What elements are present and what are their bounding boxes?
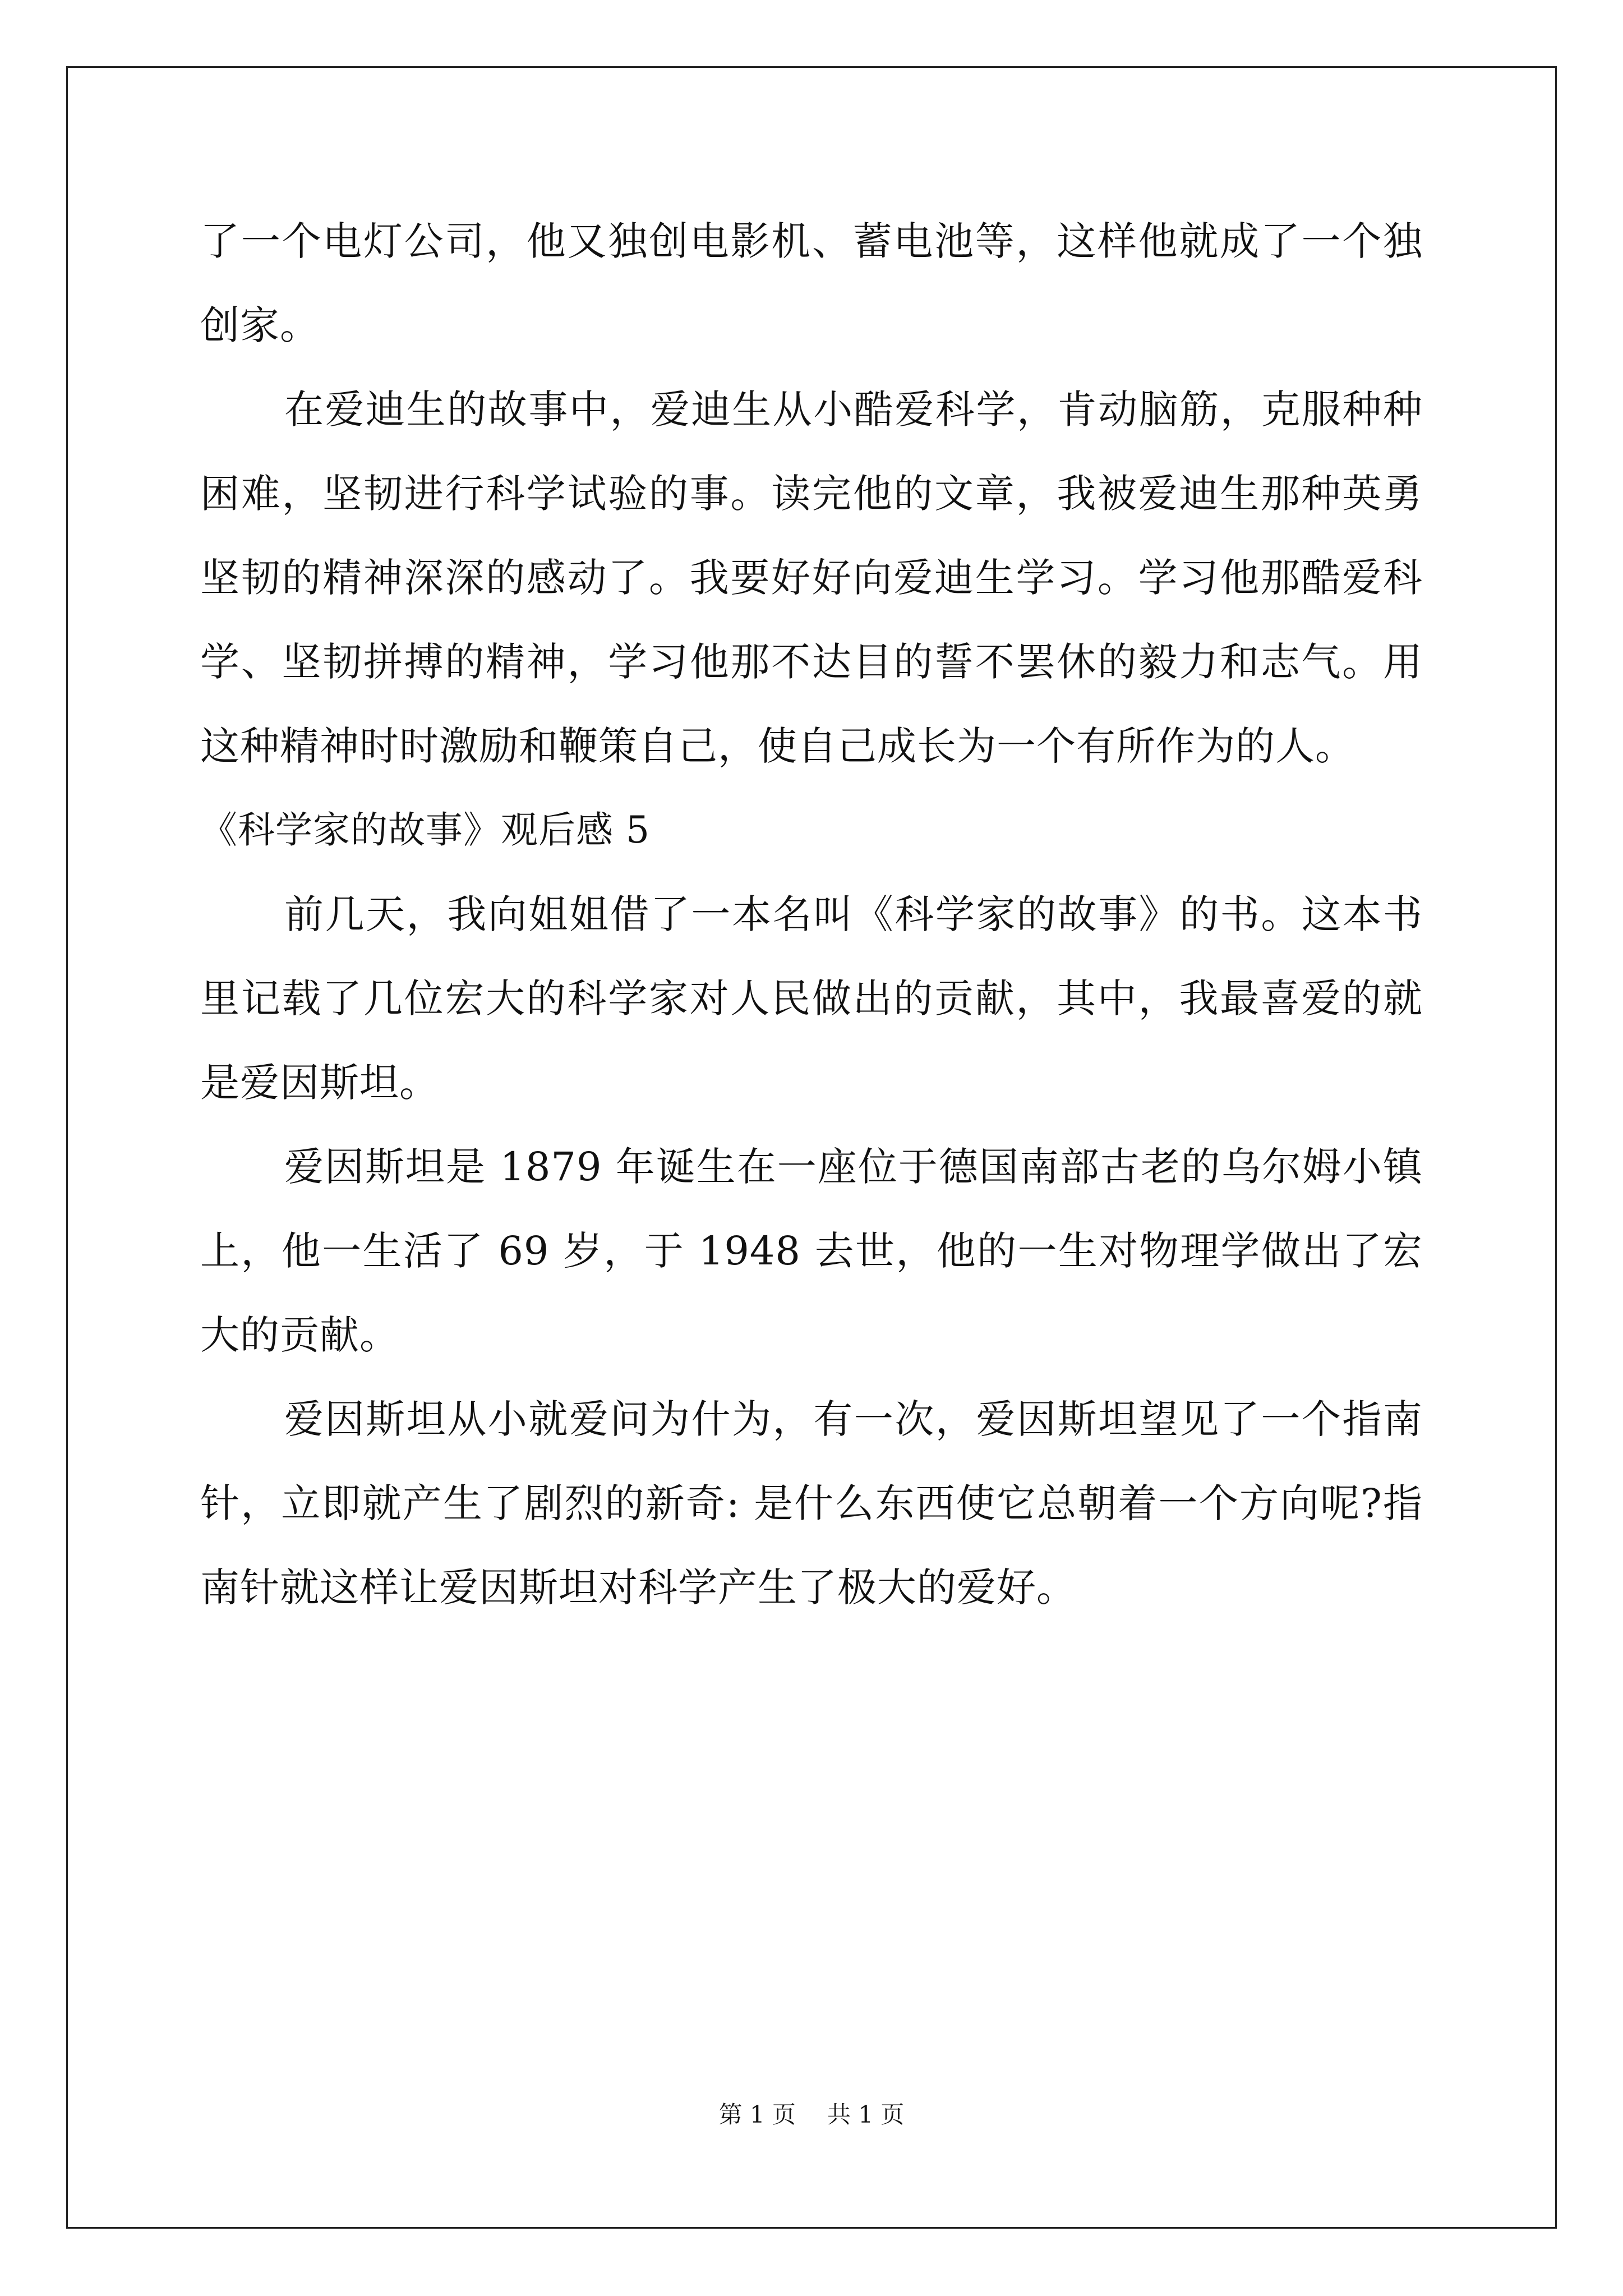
paragraph-continuation: 了一个电灯公司，他又独创电影机、蓄电池等，这样他就成了一个独创家。 xyxy=(200,218,1423,348)
paragraph-einstein-bio: 爱因斯坦是 1879 年诞生在一座位于德国南部古老的乌尔姆小镇上，他一生活了 69 岁，于 1948 去世，他的一生对物理学做出了宏大的贡献。 xyxy=(200,1144,1423,1358)
paragraph-book-intro: 前几天，我向姐姐借了一本名叫《科学家的故事》的书。这本书里记载了几位宏大的科学家对人民做出的贡献，其中，我最喜爱的就是爱因斯坦。 xyxy=(200,891,1423,1106)
paragraph-einstein-compass: 爱因斯坦从小就爱问为什为，有一次，爱因斯坦望见了一个指南针，立即就产生了剧烈的新奇: 是什么东西使它总朝着一个方向呢?指南针就这样让爱因斯坦对科学产生了极大的爱好。 xyxy=(200,1396,1423,1611)
page-footer xyxy=(0,2098,1623,2132)
page-number-total: 共 1 页 xyxy=(827,2101,905,2128)
paragraph-edison-summary: 在爱迪生的故事中，爱迪生从小酷爱科学，肯动脑筋，克服种种困难，坚韧进行科学试验的事。读完他的文章，我被爱迪生那种英勇坚韧的精神深深的感动了。我要好好向爱迪生学习。学习他那酷爱科学、坚韧拼搏的精神，学习他那不达目的誓不罢休的毅力和志气。用这种精神时时激励和鞭策自己，使自己成长为一个有所作为的人。 xyxy=(200,386,1423,769)
page-number-current: 第 1 页 xyxy=(718,2101,796,2128)
section-title: 《科学家的故事》观后感 5 xyxy=(200,808,650,852)
document-body xyxy=(200,199,1423,1630)
